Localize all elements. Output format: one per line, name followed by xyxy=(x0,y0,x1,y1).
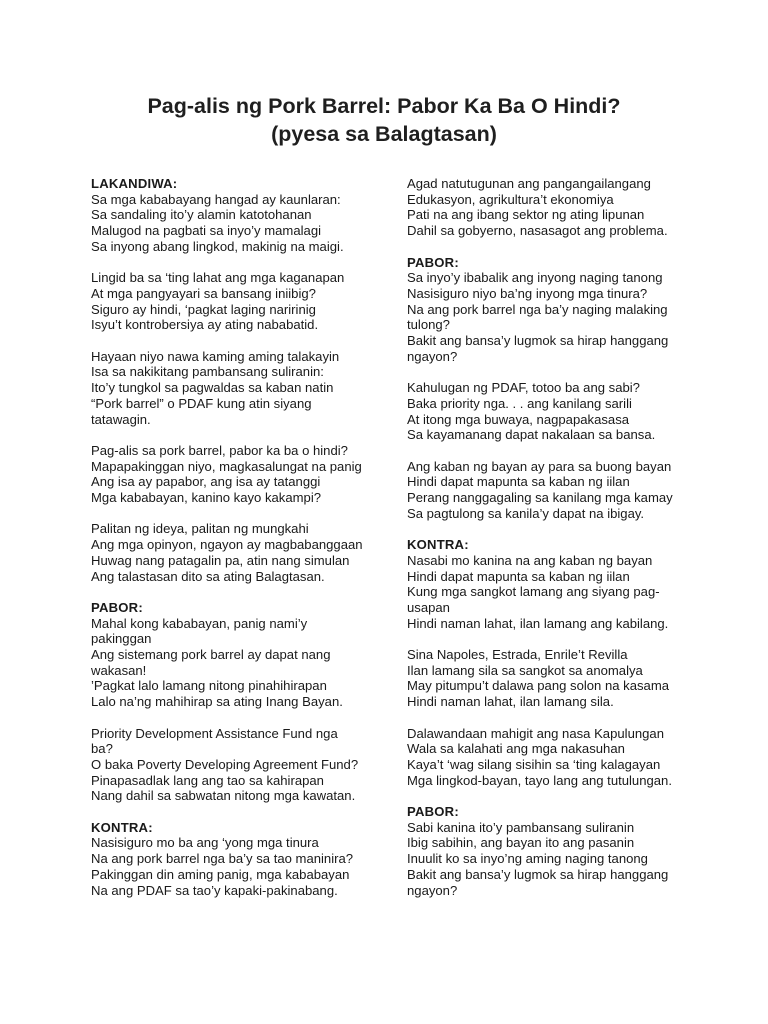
verse-line: Ang talastasan dito sa ating Balagtasan. xyxy=(91,568,325,584)
stanza xyxy=(407,537,679,631)
verse-line: Mga lingkod-bayan, tayo lang ang tutulungan. xyxy=(407,772,672,788)
speaker-label: KONTRA: xyxy=(91,819,153,835)
stanza xyxy=(407,647,679,710)
speaker-label: PABOR: xyxy=(407,254,459,270)
verse-line: Mahal kong kababayan, panig nami’y pakinggan xyxy=(91,615,308,647)
verse-line: Nasabi mo kanina na ang kaban ng bayan xyxy=(407,552,653,568)
left-column xyxy=(91,176,363,914)
stanza xyxy=(91,726,363,805)
verse-line: Na ang pork barrel nga ba’y naging malaking tulong? xyxy=(407,301,668,333)
verse-line: Lalo na’ng mahihirap sa ating Inang Bayan. xyxy=(91,694,343,710)
verse-line: Nasisiguro mo ba ang ‘yong mga tinura xyxy=(91,835,319,851)
verse-line: Bakit ang bansa’y lugmok sa hirap hanggang ngayon? xyxy=(407,333,669,364)
verse-line: Malugod na pagbati sa inyo’y mamalagi xyxy=(91,223,322,239)
verse-line: Siguro ay hindi, ‘pagkat laging naririnig xyxy=(91,301,316,317)
verse-line: Edukasyon, agrikultura’t ekonomiya xyxy=(407,191,614,207)
verse-line: Pag-alis sa pork barrel, pabor ka ba o hindi? xyxy=(91,442,348,458)
verse-line: At mga pangyayari sa bansang iniibig? xyxy=(91,285,316,301)
verse-line: Bakit ang bansa’y lugmok sa hirap hanggang ngayon? xyxy=(407,866,669,898)
verse-line: Mga kababayan, kanino kayo kakampi? xyxy=(91,490,322,506)
stanza xyxy=(91,349,363,428)
verse-line: O baka Poverty Developing Agreement Fund? xyxy=(91,756,359,772)
verse-line: Ibig sabihin, ang bayan ito ang pasanin xyxy=(407,835,635,851)
verse-line: Kung mga sangkot lamang ang siyang pag-usapan xyxy=(407,584,660,615)
verse-line: Ito’y tungkol sa pagwaldas sa kaban natin xyxy=(91,380,334,396)
verse-line: Hindi dapat mapunta sa kaban ng iilan xyxy=(407,474,630,490)
verse-line: At itong mga buwaya, nagpapakasasa xyxy=(407,411,630,427)
verse-line: Isa sa nakikitang pambansang suliranin: xyxy=(91,364,324,380)
verse-line: Wala sa kalahati ang mga nakasuhan xyxy=(407,741,625,757)
verse-line: Palitan ng ideya, palitan ng mungkahi xyxy=(91,521,309,537)
verse-line: Ang isa ay papabor, ang isa ay tatanggi xyxy=(91,474,321,490)
verse-line: Nang dahil sa sabwatan nitong mga kawatan. xyxy=(91,788,356,804)
verse-line: Dahil sa gobyerno, nasasagot ang problema. xyxy=(407,223,668,239)
stanza xyxy=(407,804,679,898)
stanza xyxy=(91,521,363,584)
speaker-label: PABOR: xyxy=(407,804,459,820)
stanza xyxy=(91,443,363,506)
stanza xyxy=(407,459,679,522)
verse-line: Baka priority nga. . . ang kanilang sarili xyxy=(407,395,632,411)
verse-line: Sa mga kababayang hangad ay kaunlaran: xyxy=(91,191,341,207)
stanza xyxy=(407,255,679,365)
right-column xyxy=(407,176,679,914)
verse-line: Pati na ang ibang sektor ng ating lipunan xyxy=(407,207,645,223)
verse-line: Ang mga opinyon, ngayon ay magbabanggaan xyxy=(91,537,363,553)
verse-line: Sa kayamanang dapat nakalaan sa bansa. xyxy=(407,427,656,443)
verse-line: Sabi kanina ito’y pambansang suliranin xyxy=(407,819,635,835)
speaker-label: KONTRA: xyxy=(407,537,469,553)
verse-line: Ilan lamang sila sa sangkot sa anomalya xyxy=(407,662,643,678)
verse-line: Na ang pork barrel nga ba’y sa tao maninira? xyxy=(91,851,354,867)
verse-line: Dalawandaan mahigit ang nasa Kapulungan xyxy=(407,725,664,741)
verse-line: Ang sistemang pork barrel ay dapat nang wakasan! xyxy=(91,647,331,678)
stanza xyxy=(91,270,363,333)
verse-line: Sa inyo’y ibabalik ang inyong naging tanong xyxy=(407,270,663,286)
verse-line: ’Pagkat lalo lamang nitong pinahihirapan xyxy=(91,678,327,694)
verse-line: Sa sandaling ito’y alamin katotohanan xyxy=(91,207,312,223)
verse-line: Mapapakinggan niyo, magkasalungat na panig xyxy=(91,458,362,474)
title-line-1: Pag-alis ng Pork Barrel: Pabor Ka Ba O Hindi? xyxy=(147,94,621,118)
verse-line: Hindi naman lahat, ilan lamang sila. xyxy=(407,694,614,710)
verse-line: Isyu’t kontrobersiya ay ating nababatid. xyxy=(91,317,319,333)
title-line-2: (pyesa sa Balagtasan) xyxy=(271,122,497,146)
verse-line: Huwag nang patagalin pa, atin nang simulan xyxy=(91,552,350,568)
verse-line: Inuulit ko sa inyo’ng aming naging tanong xyxy=(407,851,648,867)
verse-line: Pakinggan din aming panig, mga kababayan xyxy=(91,866,350,882)
verse-line: Na ang PDAF sa tao’y kapaki-pakinabang. xyxy=(91,882,338,898)
verse-line: Kahulugan ng PDAF, totoo ba ang sabi? xyxy=(407,380,640,396)
stanza xyxy=(91,176,363,255)
verse-line: Kaya’t ‘wag silang sisihin sa ‘ting kalagayan xyxy=(407,756,661,772)
verse-line: Agad natutugunan ang pangangailangang xyxy=(407,176,651,191)
verse-line: Hindi naman lahat, ilan lamang ang kabilang. xyxy=(407,615,669,631)
verse-line: Pinapasadlak lang ang tao sa kahirapan xyxy=(91,772,324,788)
stanza xyxy=(407,726,679,789)
stanza xyxy=(91,600,363,710)
verse-line: Perang nanggagaling sa kanilang mga kamay xyxy=(407,490,673,506)
stanza xyxy=(407,176,679,239)
stanza xyxy=(91,820,363,899)
verse-line: Priority Development Assistance Fund nga ba? xyxy=(91,725,338,757)
verse-line: Nasisiguro niyo ba’ng inyong mga tinura? xyxy=(407,285,648,301)
verse-line: Hayaan niyo nawa kaming aming talakayin xyxy=(91,348,340,364)
verse-line: Sa inyong abang lingkod, makinig na maigi. xyxy=(91,238,344,254)
document-title xyxy=(0,92,768,148)
verse-line: Ang kaban ng bayan ay para sa buong bayan xyxy=(407,458,672,474)
verse-line: Sina Napoles, Estrada, Enrile’t Revilla xyxy=(407,647,628,663)
verse-line: May pitumpu’t dalawa pang solon na kasama xyxy=(407,678,670,694)
stanza xyxy=(407,380,679,443)
verse-line: Hindi dapat mapunta sa kaban ng iilan xyxy=(407,568,630,584)
speaker-label: LAKANDIWA: xyxy=(91,176,178,191)
verse-line: “Pork barrel” o PDAF kung atin siyang tatawagin. xyxy=(91,395,312,427)
verse-line: Lingid ba sa ‘ting lahat ang mga kaganapan xyxy=(91,270,345,286)
verse-line: Sa pagtulong sa kanila’y dapat na ibigay. xyxy=(407,505,645,521)
speaker-label: PABOR: xyxy=(91,599,143,615)
